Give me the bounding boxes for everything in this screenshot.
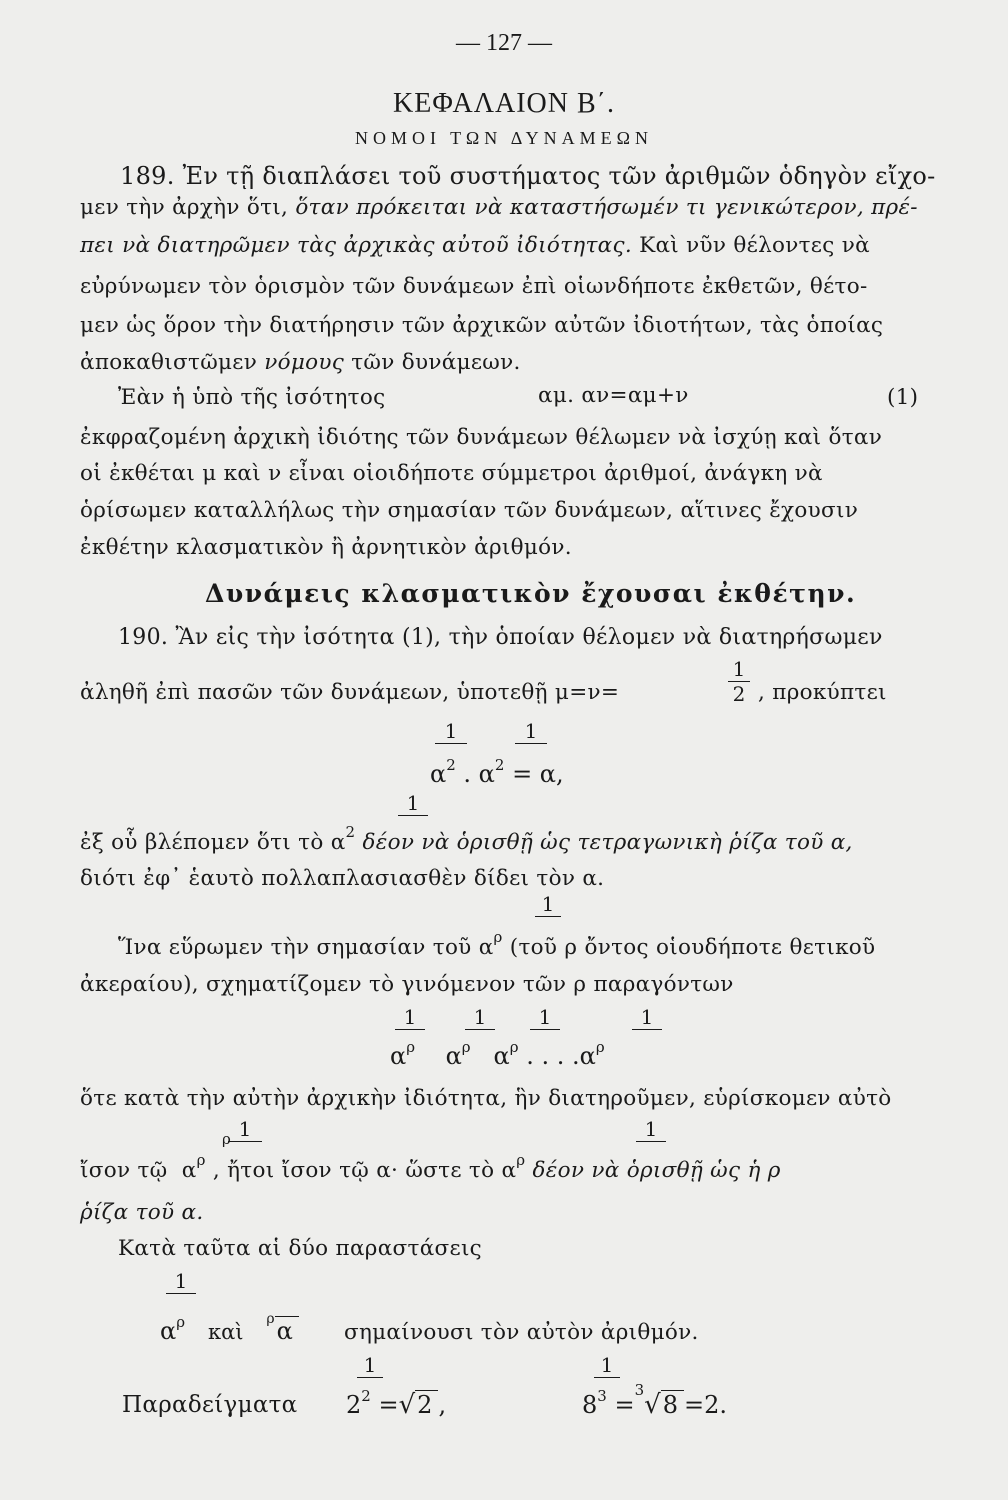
p190-line-4: διότι ἐφ᾽ ἑαυτὸ πολλαπλασιασθὲν δίδει τὸν α. xyxy=(80,866,605,891)
p189-line-7: Ἐὰν ἡ ὑπὸ τῆς ἰσότητος xyxy=(118,385,386,410)
product-exp-2: 1 xyxy=(465,1006,495,1031)
exponent-fraction-rho-2: 1 xyxy=(636,1118,666,1143)
p190-line-8: ἴσον τῷ $\alpha^\rho$ , ἤτοι ἴσον τῷ α· ὥστε τὸ $\alpha^\rho$ δέον νὰ ὁρισθῇ ὡς ἡ ρ xyxy=(80,1151,781,1183)
examples-label: Παραδείγματα xyxy=(122,1392,298,1418)
exponent-fraction-2: 1 xyxy=(515,720,547,745)
product-expression: $\alpha^\rho$ $\alpha^\rho$ $\alpha^\rho$ . . . $.\alpha^\rho$ xyxy=(390,1038,605,1070)
p189-line-1: 189. Ἐν τῇ διαπλάσει τοῦ συστήματος τῶν ἀριθμῶν ὁδηγὸν εἴχο- xyxy=(120,162,936,190)
p189-line-6-text: ἀποκαθιστῶμεν xyxy=(80,350,258,375)
p189-line-2-text: μεν τὴν ἀρχὴν ὅτι, xyxy=(80,195,289,220)
p189-line-6 xyxy=(80,350,521,375)
p189-line-6-italic: νόμους xyxy=(264,350,345,375)
example-1-exponent: 1 xyxy=(357,1354,383,1379)
p190-line-5: Ἵνα εὕρωμεν τὴν σημασίαν τοῦ $\alpha^\rho$ (τοῦ ρ ὄντος οἱουδήποτε θετικοῦ xyxy=(118,928,876,960)
example-2: $8^3 =^3√8 =2$. xyxy=(582,1381,727,1420)
p189-line-3-italic: πει νὰ διατηρῶμεν τὰς ἀρχικὰς αὐτοῦ ἰδιότητας. xyxy=(80,233,632,258)
p189-line-9: οἱ ἐκθέται μ καὶ ν εἶναι οἱοιδήποτε σύμμετροι ἀριθμοί, ἀνάγκη νὰ xyxy=(80,461,823,486)
p189-line-2-italic: ὅταν πρόκειται νὰ καταστήσωμέν τι γενικώτερον, πρέ- xyxy=(295,195,918,220)
p189-line-8: ἐκφραζομένη ἀρχικὴ ἰδιότης τῶν δυνάμεων θέλωμεν νὰ ἰσχύῃ καὶ ὅταν xyxy=(80,425,883,450)
example-2-exponent: 1 xyxy=(594,1354,620,1379)
rho-numerator: ρ xyxy=(222,1130,231,1148)
page-number: — 127 — xyxy=(456,30,552,56)
p190-line-2: ἀληθῆ ἐπὶ πασῶν τῶν δυνάμεων, ὑποτεθῇ μ=ν= xyxy=(80,680,620,705)
two-expressions: $\alpha^\rho$ καὶ $^\rho$α xyxy=(160,1316,299,1345)
exponent-fraction-1: 1 xyxy=(435,720,467,745)
exponent-fraction-rho: 1 xyxy=(535,893,561,918)
product-exp-3: 1 xyxy=(530,1006,560,1031)
p189-line-3 xyxy=(80,233,870,258)
product-exp-1: 1 xyxy=(395,1006,425,1031)
chapter-title: ΚΕΦΑΛΑΙΟΝ Β΄. xyxy=(393,88,615,119)
p189-line-11: ἐκθέτην κλασματικὸν ἢ ἀρνητικὸν ἀριθμόν. xyxy=(80,535,572,560)
p189-line-4: εὐρύνωμεν τὸν ὁρισμὸν τῶν δυνάμεων ἐπὶ οἱωνδήποτε ἐκθετῶν, θέτο- xyxy=(80,274,868,299)
p190-line-10: Κατὰ ταῦτα αἱ δύο παραστάσεις xyxy=(118,1236,483,1261)
exponent-fraction-3: 1 xyxy=(398,792,428,817)
p189-line-2 xyxy=(80,195,918,220)
p190-line-9: ῥίζα τοῦ α. xyxy=(80,1200,204,1225)
equation-1: αμ. αν=αμ+ν xyxy=(538,383,689,408)
equation-1-label: (1) xyxy=(887,385,919,410)
chapter-subtitle: ΝΟΜΟΙ ΤΩΝ ΔΥΝΑΜΕΩΝ xyxy=(354,128,653,148)
display-equation: $\alpha^2$ . $\alpha^2 = \alpha$, xyxy=(430,756,564,788)
p190-line-2-end: , προκύπτει xyxy=(758,680,887,705)
p189-line-10: ὁρίσωμεν καταλλήλως τὴν σημασίαν τῶν δυνάμεων, αἵτινες ἔχουσιν xyxy=(80,498,859,523)
p189-line-3-text: Καὶ νῦν θέλοντες νὰ xyxy=(639,233,870,258)
p190-line-7: ὅτε κατὰ τὴν αὐτὴν ἀρχικὴν ἰδιότητα, ἣν διατηροῦμεν, εὑρίσκομεν αὐτὸ xyxy=(80,1086,892,1111)
p190-line-3: ἐξ οὗ βλέπομεν ὅτι τὸ $\alpha^2$ δέον νὰ ὁρισθῇ ὡς τετραγωνικὴ ῥίζα τοῦ α, xyxy=(80,823,853,855)
section-heading: Δυνάμεις κλασματικὸν ἔχουσαι ἐκθέτην. xyxy=(205,579,857,608)
exponent-fraction-rho-3: 1 xyxy=(166,1270,196,1295)
example-1: $2^2 =√2$ , xyxy=(346,1387,447,1420)
p190-line-6: ἀκεραίου), σχηματίζομεν τὸ γινόμενον τῶν ρ παραγόντων xyxy=(80,972,734,997)
product-exp-4: 1 xyxy=(632,1006,662,1031)
fraction-one-half: 1 2 xyxy=(728,658,750,705)
p190-line-11: σημαίνουσι τὸν αὐτὸν ἀριθμόν. xyxy=(344,1320,699,1345)
p190-line-1: 190. Ἂν εἰς τὴν ἰσότητα (1), τὴν ὁποίαν θέλομεν νὰ διατηρήσωμεν xyxy=(118,625,883,650)
p189-line-6-end: τῶν δυνάμεων. xyxy=(351,350,521,375)
exponent-rho-over-rho: 1 xyxy=(228,1118,262,1143)
p189-line-5: μεν ὡς ὅρον τὴν διατήρησιν τῶν ἀρχικῶν αὐτῶν ἰδιοτήτων, τὰς ὁποίας xyxy=(80,313,884,338)
